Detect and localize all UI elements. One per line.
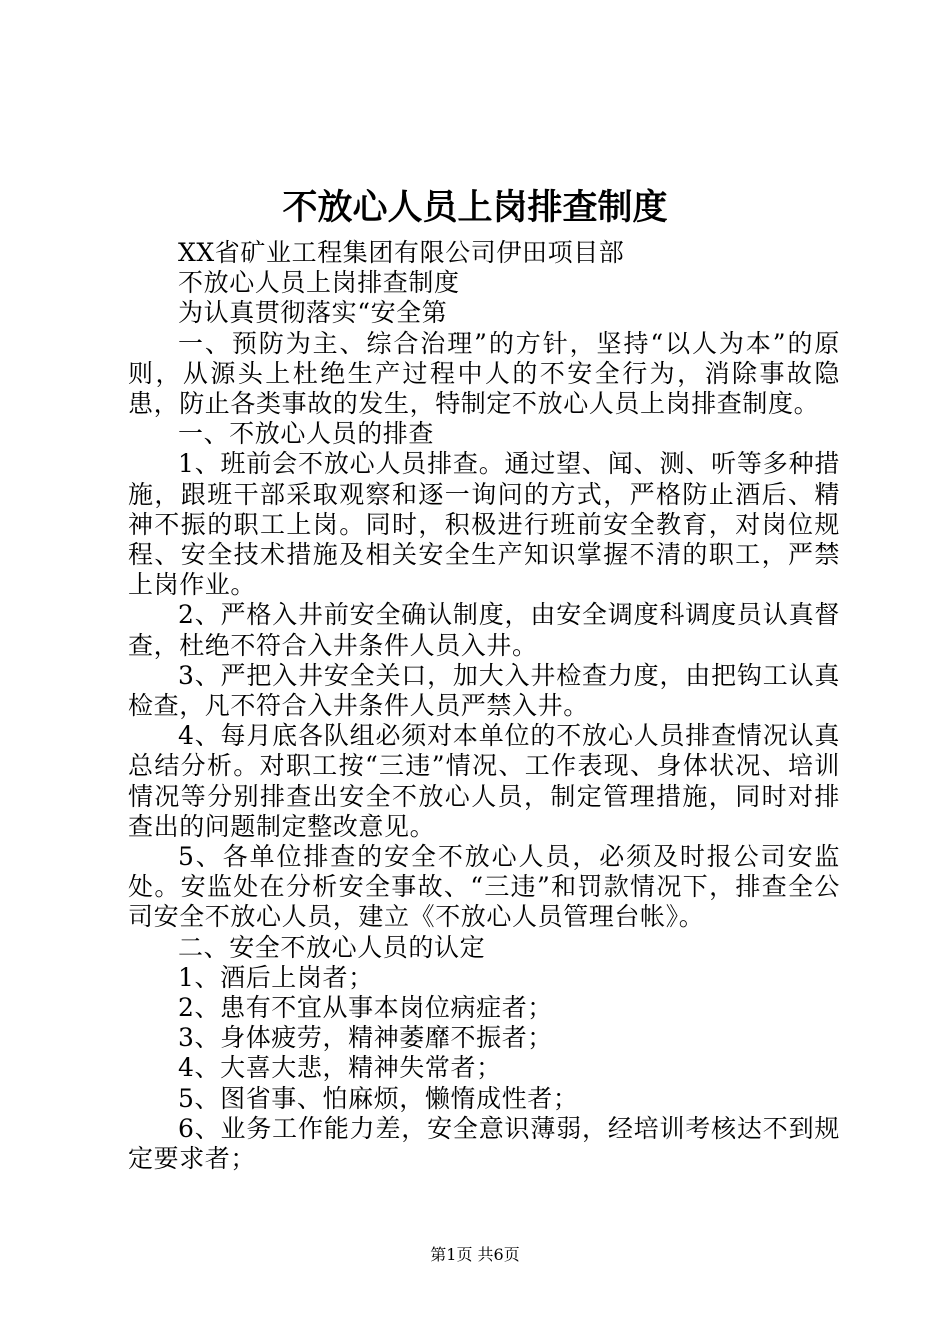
- list-item: 1、酒后上岗者；: [178, 962, 374, 992]
- paragraph: 为认真贯彻落实“安全第: [178, 298, 448, 328]
- page-indicator: 第1页 共6页: [430, 1245, 520, 1264]
- section-heading: 二、安全不放心人员的认定: [178, 932, 486, 962]
- paragraph: XX省矿业工程集团有限公司伊田项目部: [178, 238, 625, 267]
- paragraph: 4、每月底各队组必须对本单位的不放心人员排查情况认真总结分析。对职工按“三违”情况、工作表现、身体状况、培训情况等分别排查出安全不放心人员，制定管理措施，同时对排查出的问题制定整改意见。: [128, 721, 840, 841]
- list-item: 2、患有不宜从事本岗位病症者；: [178, 993, 553, 1023]
- list-item: 5、图省事、怕麻烦，懒惰成性者；: [178, 1083, 579, 1113]
- list-item: 4、大喜大悲，精神失常者；: [178, 1053, 502, 1083]
- list-item: 3、身体疲劳，精神萎靡不振者；: [178, 1023, 553, 1053]
- section-heading: 一、不放心人员的排查: [178, 419, 435, 449]
- document-title: 不放心人员上岗排查制度: [282, 187, 668, 228]
- paragraph: 5、各单位排查的安全不放心人员，必须及时报公司安监处。安监处在分析安全事故、“三违”和罚款情况下，排查全公司安全不放心人员，建立《不放心人员管理台帐》。: [128, 842, 840, 932]
- paragraph: 2、严格入井前安全确认制度，由安全调度科调度员认真督查，杜绝不符合入井条件人员入井。: [128, 600, 840, 660]
- paragraph: 一、预防为主、综合治理”的方针，坚持“以人为本”的原则，从源头上杜绝生产过程中人的不安全行为，消除事故隐患，防止各类事故的发生，特制定不放心人员上岗排查制度。: [128, 328, 840, 419]
- paragraph: 不放心人员上岗排查制度: [178, 268, 460, 298]
- list-item: 6、业务工作能力差，安全意识薄弱，经培训考核达不到规定要求者；: [128, 1113, 840, 1174]
- document-body: [128, 238, 840, 1174]
- paragraph: 1、班前会不放心人员排查。通过望、闻、测、听等多种措施，跟班干部采取观察和逐一询问的方式，严格防止酒后、精神不振的职工上岗。同时，积极进行班前安全教育，对岗位规程、安全技术措施及相关安全生产知识掌握不清的职工，严禁上岗作业。: [128, 449, 840, 600]
- paragraph: 3、严把入井安全关口，加大入井检查力度，由把钩工认真检查，凡不符合入井条件人员严禁入井。: [128, 660, 840, 721]
